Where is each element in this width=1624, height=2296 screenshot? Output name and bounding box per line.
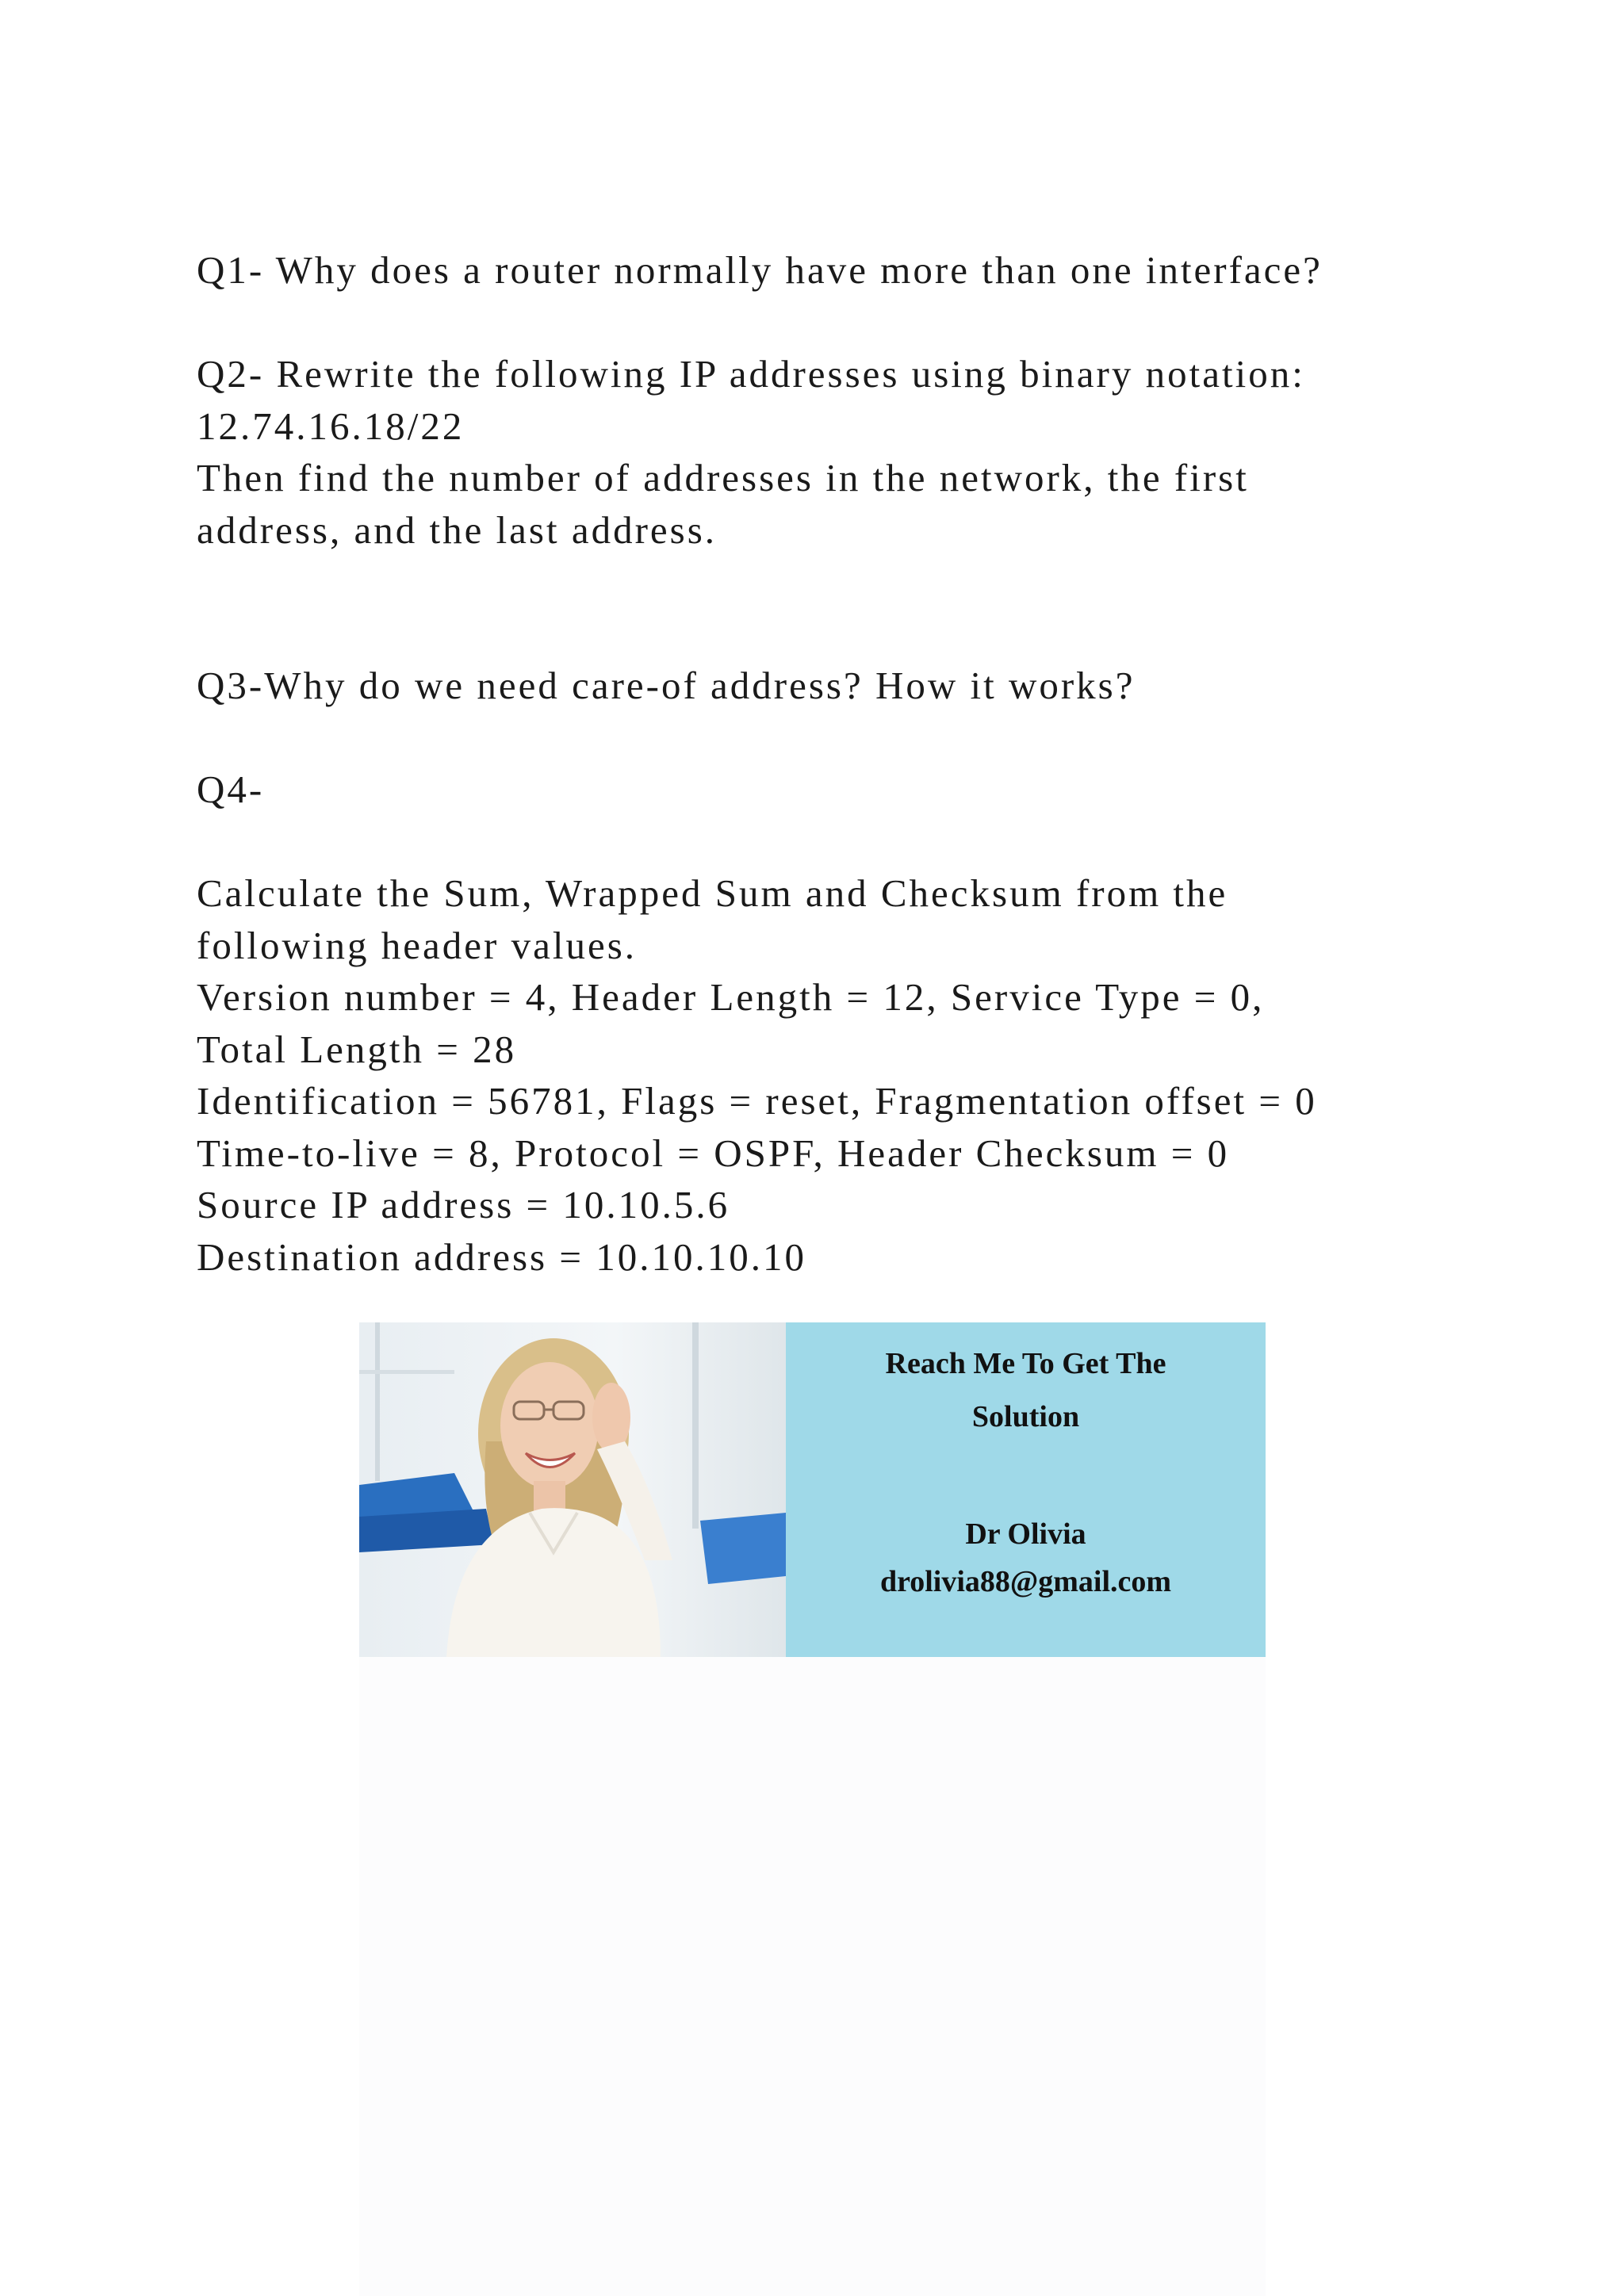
header-values-3: Identification = 56781, Flags = reset, Fragmentation offset = 0 [197,1079,1317,1123]
header-values-1: Version number = 4, Header Length = 12, Service Type = 0, [197,975,1265,1019]
contact-banner [359,1322,1266,1657]
question-1: Q1- Why does a router normally have more than one interface? [197,248,1323,292]
question-3: Q3-Why do we need care-of address? How it works? [197,664,1136,707]
question-2-instruction-2: address, and the last address. [197,507,718,552]
header-values-6: Destination address = 10.10.10.10 [197,1234,806,1279]
question-4-text-2: following header values. [197,923,638,967]
contact-name: Dr Olivia [965,1517,1086,1551]
header-values-4: Time-to-live = 8, Protocol = OSPF, Header Checksum = 0 [197,1131,1230,1175]
header-values-2: Total Length = 28 [197,1027,517,1071]
contact-email[interactable]: drolivia88@gmail.com [879,1565,1172,1598]
banner-heading-line2: Solution [971,1400,1080,1433]
woman-photo [359,1322,786,1657]
question-4-text-1: Calculate the Sum, Wrapped Sum and Checksum from the [197,871,1228,915]
question-2-ip: 12.74.16.18/22 [197,404,465,448]
banner-heading-line1: Reach Me To Get The [885,1347,1166,1380]
document-body [197,244,1434,1283]
header-values-5: Source IP address = 10.10.5.6 [197,1183,730,1226]
contact-info-panel [786,1322,1266,1657]
question-2: Q2- Rewrite the following IP addresses using binary notation: [197,352,1305,396]
faint-background-block [359,1657,1266,2296]
question-2-instruction-1: Then find the number of addresses in the network, the first [197,456,1249,499]
question-4-label: Q4- [197,767,265,811]
